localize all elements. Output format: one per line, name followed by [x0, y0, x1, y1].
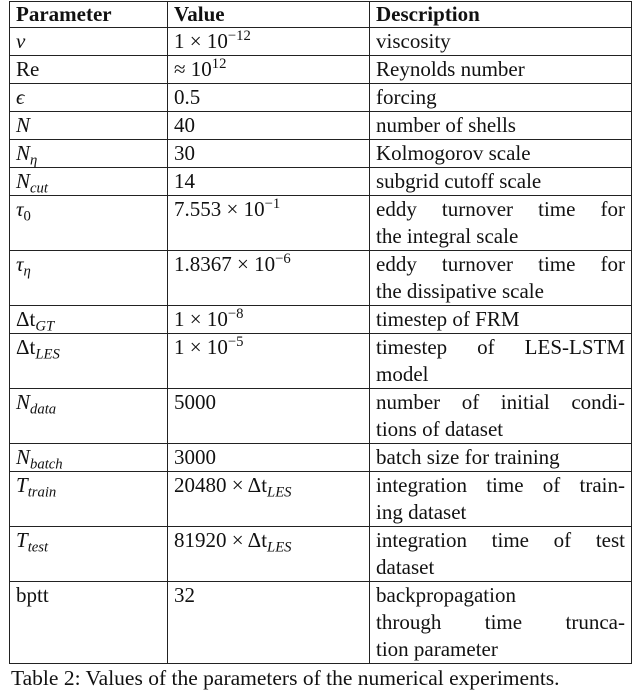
value-cell: $1 \times 10^{-8}$	[168, 306, 370, 334]
parameter-cell: $N_{data}$	[10, 389, 168, 444]
header-description: Description	[370, 2, 632, 28]
description-cell: timestep of LES-LSTM model	[370, 334, 632, 389]
description-cell: eddy turnover time for the integral scale	[370, 196, 632, 251]
parameter-cell: $T_{test}$	[10, 527, 168, 582]
description-cell: batch size for training	[370, 444, 632, 472]
value-cell: 5000	[168, 389, 370, 444]
value-cell: $1 \times 10^{-5}$	[168, 334, 370, 389]
parameter-cell: $N_\eta$	[10, 140, 168, 168]
table-row	[10, 140, 632, 168]
table-row	[10, 582, 632, 664]
description-cell: forcing	[370, 84, 632, 112]
table-row	[10, 168, 632, 196]
description-cell: timestep of FRM	[370, 306, 632, 334]
description-cell: integration time of train- ing dataset	[370, 472, 632, 527]
value-cell: $20480 \times \Delta t_{LES}$	[168, 472, 370, 527]
parameter-cell: ν	[10, 28, 168, 56]
value-cell: $1.8367 \times 10^{-6}$	[168, 251, 370, 306]
parameter-cell: $\tau_0$	[10, 196, 168, 251]
table-row	[10, 472, 632, 527]
table-row	[10, 56, 632, 84]
description-cell: number of shells	[370, 112, 632, 140]
description-cell: integration time of test dataset	[370, 527, 632, 582]
header-row	[10, 2, 632, 28]
table-row	[10, 444, 632, 472]
description-cell: number of initial condi- tions of dataset	[370, 389, 632, 444]
table-row	[10, 251, 632, 306]
table-row	[10, 28, 632, 56]
header-value: Value	[168, 2, 370, 28]
value-cell: $7.553 \times 10^{-1}$	[168, 196, 370, 251]
value-cell: $1 \times 10^{-12}$	[168, 28, 370, 56]
description-cell: viscosity	[370, 28, 632, 56]
value-cell: 0.5	[168, 84, 370, 112]
value-cell: ≈ $10^{12}$	[168, 56, 370, 84]
value-cell: 14	[168, 168, 370, 196]
description-cell: subgrid cutoff scale	[370, 168, 632, 196]
parameter-cell: $N_{cut}$	[10, 168, 168, 196]
value-cell: 30	[168, 140, 370, 168]
description-cell: Reynolds number	[370, 56, 632, 84]
parameter-cell: $\Delta t_{GT}$	[10, 306, 168, 334]
parameter-cell: $\tau_\eta$	[10, 251, 168, 306]
parameters-table	[9, 1, 632, 664]
description-cell: Kolmogorov scale	[370, 140, 632, 168]
table-row	[10, 306, 632, 334]
table-row	[10, 389, 632, 444]
parameter-cell: $N_{batch}$	[10, 444, 168, 472]
value-cell: $81920 \times \Delta t_{LES}$	[168, 527, 370, 582]
parameter-cell: ϵ	[10, 84, 168, 112]
parameter-cell: N	[10, 112, 168, 140]
value-cell: 3000	[168, 444, 370, 472]
table-row	[10, 112, 632, 140]
parameter-cell: $\Delta t_{LES}$	[10, 334, 168, 389]
table-row	[10, 196, 632, 251]
parameter-cell: $T_{train}$	[10, 472, 168, 527]
value-cell: 40	[168, 112, 370, 140]
header-parameter: Parameter	[10, 2, 168, 28]
table-caption: Table 2: Values of the parameters of the numerical experiments.	[11, 666, 560, 690]
value-cell: 32	[168, 582, 370, 664]
description-cell: eddy turnover time for the dissipative scale	[370, 251, 632, 306]
description-cell: backpropagation through time trunca- tion parameter	[370, 582, 632, 664]
table-row	[10, 334, 632, 389]
table-row	[10, 84, 632, 112]
parameter-cell: Re	[10, 56, 168, 84]
parameter-cell: bptt	[10, 582, 168, 664]
table-row	[10, 527, 632, 582]
